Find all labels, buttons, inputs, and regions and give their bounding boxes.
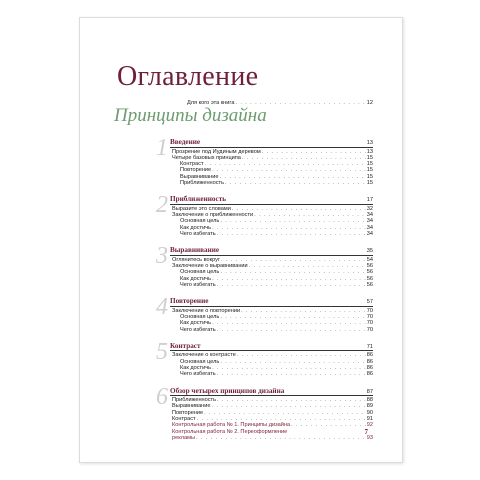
- toc-entry-label: Как достичь: [180, 275, 212, 282]
- toc-entry[interactable]: [172, 327, 373, 333]
- toc-entry-page: 86: [366, 352, 373, 359]
- chapter-page: 87: [366, 388, 373, 395]
- chapter-heading[interactable]: [170, 297, 373, 307]
- dot-leader: [217, 282, 366, 288]
- toc-entry[interactable]: [172, 371, 373, 377]
- chapter-5: [156, 338, 373, 378]
- toc-entry-label: Контраст: [172, 416, 196, 423]
- chapter-entries: [170, 257, 373, 288]
- toc-entry-label: Чего избегать: [180, 281, 216, 288]
- toc-entry-page: 15: [366, 179, 373, 186]
- toc-entry-label: Повторение: [180, 167, 212, 174]
- toc-entry[interactable]: [172, 282, 373, 288]
- toc-entry-page: 34: [366, 230, 373, 237]
- toc-entry-label: Чего избегать: [180, 230, 216, 237]
- toc-entry-page: 56: [366, 269, 373, 276]
- chapter-entries: [170, 397, 373, 441]
- toc-entry-label: Как достичь: [180, 320, 212, 327]
- chapter-heading[interactable]: [170, 246, 373, 256]
- toc-entry-page: 70: [366, 320, 373, 327]
- chapter-title: Выравнивание: [170, 246, 220, 255]
- toc-entry-label: Выравнивание: [180, 173, 219, 180]
- toc-entry-label: Повторение: [172, 409, 204, 416]
- chapter-heading[interactable]: [170, 342, 373, 352]
- chapter-3: [156, 243, 373, 288]
- chapter-heading[interactable]: [170, 387, 373, 397]
- toc-entry-page: 32: [366, 205, 373, 212]
- chapter-list: [156, 135, 373, 450]
- toc-entry-label: Основная цель: [180, 218, 220, 225]
- toc-entry-label: Для кого эта книга: [187, 100, 235, 106]
- toc-entry[interactable]: [172, 231, 373, 237]
- toc-entry-page: 86: [366, 371, 373, 378]
- chapter-number: 5: [156, 338, 168, 365]
- toc-entry-page: 91: [366, 416, 373, 423]
- chapter-number: 2: [156, 192, 168, 219]
- toc-entry-page: 15: [366, 154, 373, 161]
- toc-entry-label: Прозрение под Иудиным деревом: [172, 148, 261, 155]
- chapter-title: Введение: [170, 138, 201, 146]
- toc-entry-label: Заключение о выравнивании: [172, 263, 248, 270]
- chapter-entries: [170, 149, 373, 187]
- toc-entry-page: 15: [366, 167, 373, 174]
- toc-entry[interactable]: [172, 180, 373, 186]
- toc-entry-label: рекламы: [172, 434, 195, 441]
- chapter-entries: [170, 308, 373, 333]
- toc-entry-page: 56: [366, 281, 373, 288]
- page-number: 7: [364, 428, 368, 436]
- chapter-title: Обзор четырех принципов дизайна: [170, 386, 285, 395]
- toc-entry-label: Заключение о приближенности: [172, 212, 254, 219]
- book-page: [79, 17, 403, 463]
- chapter-number: 6: [156, 383, 168, 410]
- dot-leader: [217, 371, 366, 377]
- toc-entry-page: 13: [366, 148, 373, 155]
- chapter-entries: [170, 206, 373, 237]
- toc-entry-page: 86: [366, 358, 373, 365]
- toc-entry-page: 54: [366, 256, 373, 263]
- chapter-entries: [170, 352, 373, 377]
- toc-entry-label: Выравнивание: [172, 403, 211, 410]
- toc-entry-label: Приближенность: [172, 397, 217, 404]
- toc-entry-page: 12: [366, 100, 373, 106]
- dot-leader: [196, 435, 366, 441]
- dot-leader: [291, 422, 366, 428]
- section-title: Принципы дизайна: [114, 105, 267, 126]
- toc-entry-label: Контраст: [180, 161, 204, 168]
- chapter-title: Повторение: [170, 297, 209, 306]
- toc-entry-label: Чего избегать: [180, 326, 216, 333]
- chapter-title: Приближенность: [170, 195, 227, 204]
- chapter-2: [156, 192, 373, 237]
- toc-entry-label: Заключение о контрасте: [172, 352, 236, 359]
- chapter-4: [156, 294, 373, 333]
- chapter-heading[interactable]: [170, 195, 373, 205]
- toc-entry-page: 15: [366, 173, 373, 180]
- chapter-page: 17: [366, 197, 373, 204]
- toc-entry-page: 34: [366, 218, 373, 225]
- chapter-1: [156, 135, 373, 186]
- chapter-number: 4: [156, 294, 168, 321]
- toc-entry-page: 15: [366, 161, 373, 168]
- toc-entry-label: Основная цель: [180, 269, 220, 276]
- chapter-title: Контраст: [170, 341, 201, 350]
- toc-entry-page: 56: [366, 263, 373, 270]
- page-title: Оглавление: [117, 61, 259, 92]
- chapter-page: 35: [366, 248, 373, 255]
- toc-entry-page: 34: [366, 212, 373, 219]
- dot-leader: [217, 327, 366, 333]
- toc-entry-page: 88: [366, 397, 373, 404]
- toc-entry-page: 70: [366, 314, 373, 321]
- toc-entry-label: Основная цель: [180, 358, 220, 365]
- chapter-number: 1: [156, 135, 168, 161]
- chapter-page: 57: [366, 299, 373, 306]
- toc-entry-label: Приближенность: [180, 179, 225, 186]
- dot-leader: [225, 180, 366, 186]
- dot-leader: [217, 231, 366, 237]
- toc-entry-page: 86: [366, 365, 373, 372]
- chapter-page: 13: [366, 140, 373, 146]
- toc-entry-page: 93: [366, 434, 373, 441]
- toc-entry[interactable]: [172, 435, 373, 441]
- toc-entry-label: Основная цель: [180, 314, 220, 321]
- chapter-heading[interactable]: [170, 138, 373, 148]
- toc-entry-page: 90: [366, 409, 373, 416]
- toc-entry-page: 70: [366, 307, 373, 314]
- toc-entry-label: Заключение о повторении: [172, 307, 241, 314]
- toc-entry-label: Выразите это словами: [172, 205, 231, 212]
- toc-entry-label: Оглянитесь вокруг: [172, 256, 221, 263]
- toc-entry-page: 92: [366, 422, 373, 429]
- toc-entry-label: Контрольная работа № 2. Переоформление: [172, 428, 288, 435]
- toc-entry-page: 56: [366, 275, 373, 282]
- toc-entry-label: Как достичь: [180, 365, 212, 372]
- chapter-number: 3: [156, 243, 168, 270]
- toc-entry-page: 34: [366, 224, 373, 231]
- toc-entry-label: Чего избегать: [180, 371, 216, 378]
- chapter-6: [156, 383, 373, 442]
- toc-entry-label: Как достичь: [180, 224, 212, 231]
- chapter-page: 71: [366, 343, 373, 350]
- toc-entry-label: Четыре базовых принципа: [172, 154, 241, 161]
- toc-entry-page: 70: [366, 326, 373, 333]
- toc-entry-label: Контрольная работа № 1. Принципы дизайна: [172, 422, 291, 429]
- toc-entry-page: 89: [366, 403, 373, 410]
